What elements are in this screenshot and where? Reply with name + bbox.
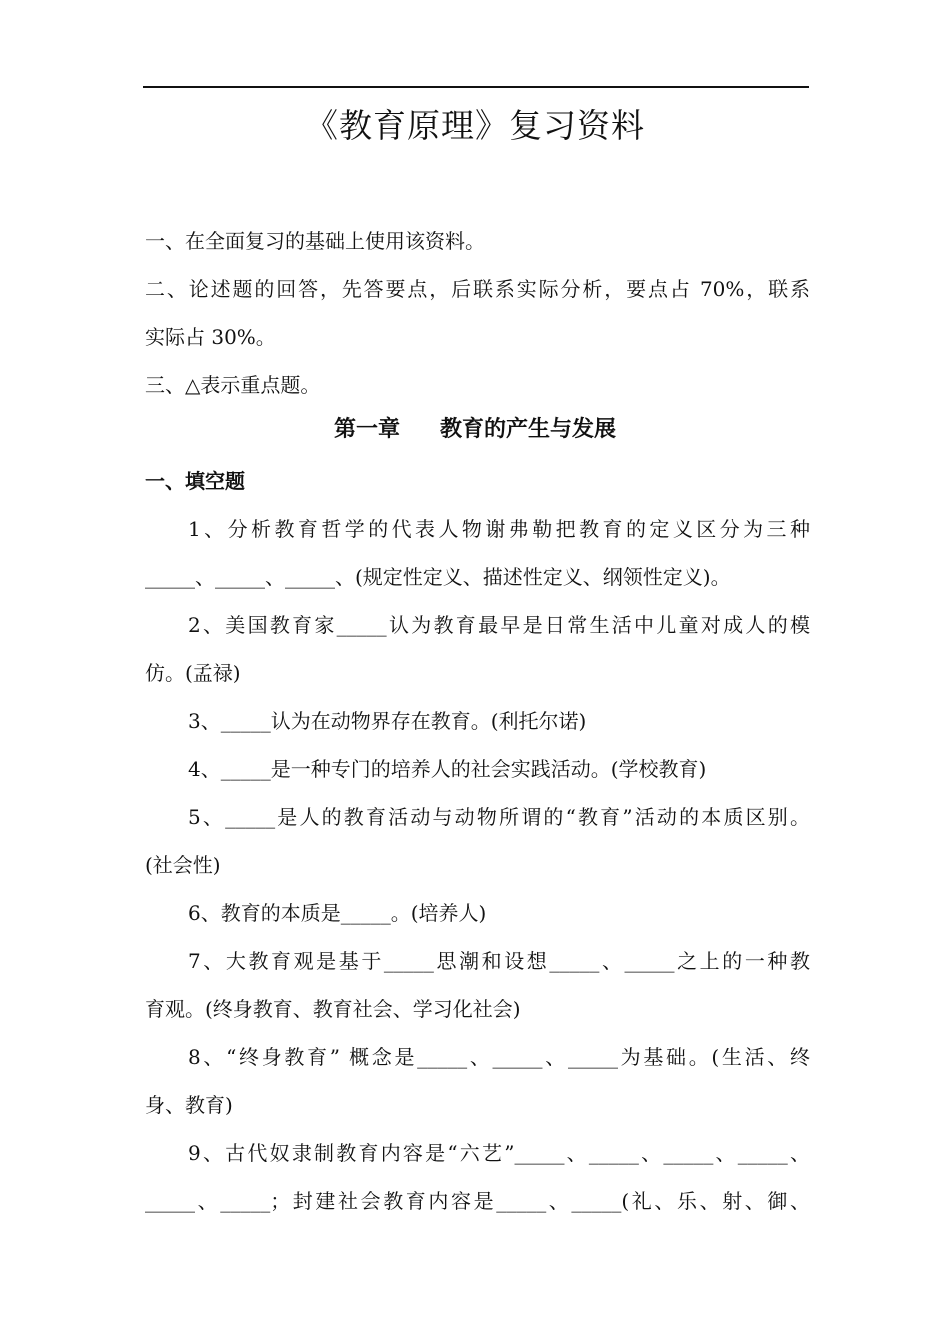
question-line: (社会性) [145,853,221,877]
instruction-line: 一、在全面复习的基础上使用该资料。 [145,229,485,253]
question-line: _____、_____、_____、(规定性定义、描述性定义、纲领性定义)。 [145,565,731,589]
question-line: 仿。(孟禄) [145,661,241,685]
question-line: 7、大教育观是基于_____思潮和设想_____、_____之上的一种教 [188,949,810,973]
question-line: 育观。(终身教育、教育社会、学习化社会) [145,997,521,1021]
question-line: 6、教育的本质是_____。(培养人) [188,901,487,925]
question-line: _____、_____；封建社会教育内容是_____、_____(礼、乐、射、御、 [145,1189,810,1213]
chapter-heading [0,415,950,445]
instruction-line: 实际占 30%。 [145,325,276,349]
question-line: 身、教育) [145,1093,233,1117]
header-rule [143,86,809,88]
question-line: 9、古代奴隶制教育内容是“六艺”_____、_____、_____、_____、 [188,1141,810,1165]
question-line: 3、_____认为在动物界存在教育。(利托尔诺) [188,709,587,733]
chapter-name: 教育的产生与发展 [440,417,617,442]
question-line: 8、“终身教育” 概念是_____、_____、_____为基础。(生活、终 [188,1045,810,1069]
instruction-line: 二、论述题的回答，先答要点，后联系实际分析，要点占 70%，联系 [145,277,810,301]
question-line: 4、_____是一种专门的培养人的社会实践活动。(学校教育) [188,757,707,781]
section-heading: 一、填空题 [145,469,245,493]
question-line: 5、_____是人的教育活动与动物所谓的“教育”活动的本质区别。 [188,805,810,829]
question-line: 2、美国教育家_____认为教育最早是日常生活中儿童对成人的模 [188,613,810,637]
document-title: 《教育原理》复习资料 [305,106,645,145]
chapter-number: 第一章 [333,417,400,442]
question-line: 1、分析教育哲学的代表人物谢弗勒把教育的定义区分为三种 [188,517,810,541]
instruction-line: 三、△表示重点题。 [145,373,321,397]
